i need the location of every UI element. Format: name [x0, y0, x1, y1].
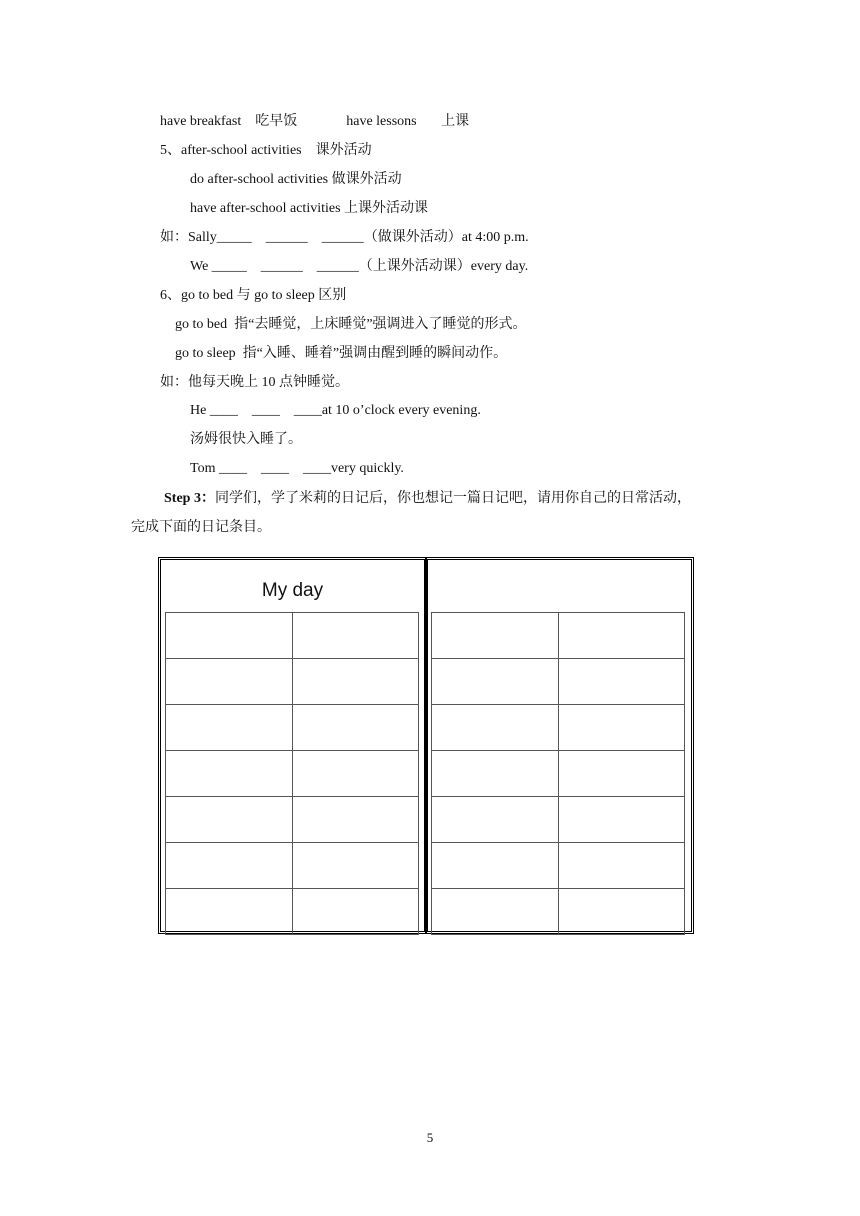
- entry-cell[interactable]: [166, 889, 293, 935]
- table-row: [166, 751, 419, 797]
- diary-left-page: [158, 557, 427, 934]
- heading-bed-sleep: 6、go to bed 与 go to sleep 区别: [160, 288, 347, 303]
- table-row: [432, 613, 685, 659]
- table-row: [166, 797, 419, 843]
- table-row: [166, 705, 419, 751]
- entry-cell[interactable]: [432, 843, 559, 889]
- entry-cell[interactable]: [558, 659, 685, 705]
- entry-cell[interactable]: [166, 843, 293, 889]
- entry-cell[interactable]: [432, 751, 559, 797]
- table-row: [166, 889, 419, 935]
- phrase-have-activities: have after-school activities 上课外活动课: [190, 201, 429, 216]
- step3-line: [164, 490, 691, 508]
- example-we: We _____ ______ ______（上课外活动课）every day.: [190, 259, 529, 274]
- example-tom: Tom ____ ____ ____very quickly.: [190, 461, 404, 476]
- entry-cell[interactable]: [292, 843, 419, 889]
- step3-line2: 完成下面的日记条目。: [131, 520, 271, 535]
- table-row: [166, 613, 419, 659]
- entry-cell[interactable]: [292, 797, 419, 843]
- entry-cell[interactable]: [292, 889, 419, 935]
- entry-cell[interactable]: [558, 705, 685, 751]
- diary-left-grid: [165, 612, 419, 935]
- example-he: He ____ ____ ____at 10 o’clock every evening.: [190, 403, 481, 418]
- entry-cell[interactable]: [166, 797, 293, 843]
- step3-text: 同学们，学了米莉的日记后，你也想记一篇日记吧，请用你自己的日常活动，: [214, 491, 691, 506]
- entry-cell[interactable]: [432, 705, 559, 751]
- entry-cell[interactable]: [432, 797, 559, 843]
- entry-cell[interactable]: [292, 613, 419, 659]
- entry-cell[interactable]: [432, 613, 559, 659]
- entry-cell[interactable]: [558, 751, 685, 797]
- step3-label: Step 3：: [164, 491, 215, 506]
- table-row: [166, 843, 419, 889]
- example-sally: 如：Sally_____ ______ ______（做课外活动）at 4:00 p.m.: [160, 230, 529, 245]
- entry-cell[interactable]: [292, 659, 419, 705]
- table-row: [432, 889, 685, 935]
- entry-cell[interactable]: [166, 613, 293, 659]
- entry-cell[interactable]: [292, 751, 419, 797]
- entry-cell[interactable]: [166, 751, 293, 797]
- vocab-line-breakfast-lessons: have breakfast 吃早饭 have lessons 上课: [160, 114, 470, 129]
- diary-title: My day: [261, 580, 324, 601]
- page-number: 5: [426, 1130, 434, 1145]
- entry-cell[interactable]: [558, 613, 685, 659]
- entry-cell[interactable]: [558, 843, 685, 889]
- entry-cell[interactable]: [432, 889, 559, 935]
- heading-after-school: 5、after-school activities 课外活动: [160, 143, 372, 158]
- entry-cell[interactable]: [432, 659, 559, 705]
- example-he-cn: 如：他每天晚上 10 点钟睡觉。: [160, 375, 349, 390]
- entry-cell[interactable]: [166, 659, 293, 705]
- table-row: [432, 705, 685, 751]
- table-row: [432, 797, 685, 843]
- entry-cell[interactable]: [558, 797, 685, 843]
- table-row: [432, 843, 685, 889]
- table-row: [166, 659, 419, 705]
- entry-cell[interactable]: [558, 889, 685, 935]
- diary-right-page: [425, 557, 694, 934]
- table-row: [432, 659, 685, 705]
- def-go-to-bed: go to bed 指“去睡觉，上床睡觉”强调进入了睡觉的形式。: [175, 317, 527, 332]
- phrase-do-activities: do after-school activities 做课外活动: [190, 172, 402, 187]
- def-go-to-sleep: go to sleep 指“入睡、睡着”强调由醒到睡的瞬间动作。: [175, 346, 508, 361]
- entry-cell[interactable]: [166, 705, 293, 751]
- table-row: [432, 751, 685, 797]
- diary-right-grid: [431, 612, 685, 935]
- entry-cell[interactable]: [292, 705, 419, 751]
- example-tom-cn: 汤姆很快入睡了。: [190, 432, 302, 447]
